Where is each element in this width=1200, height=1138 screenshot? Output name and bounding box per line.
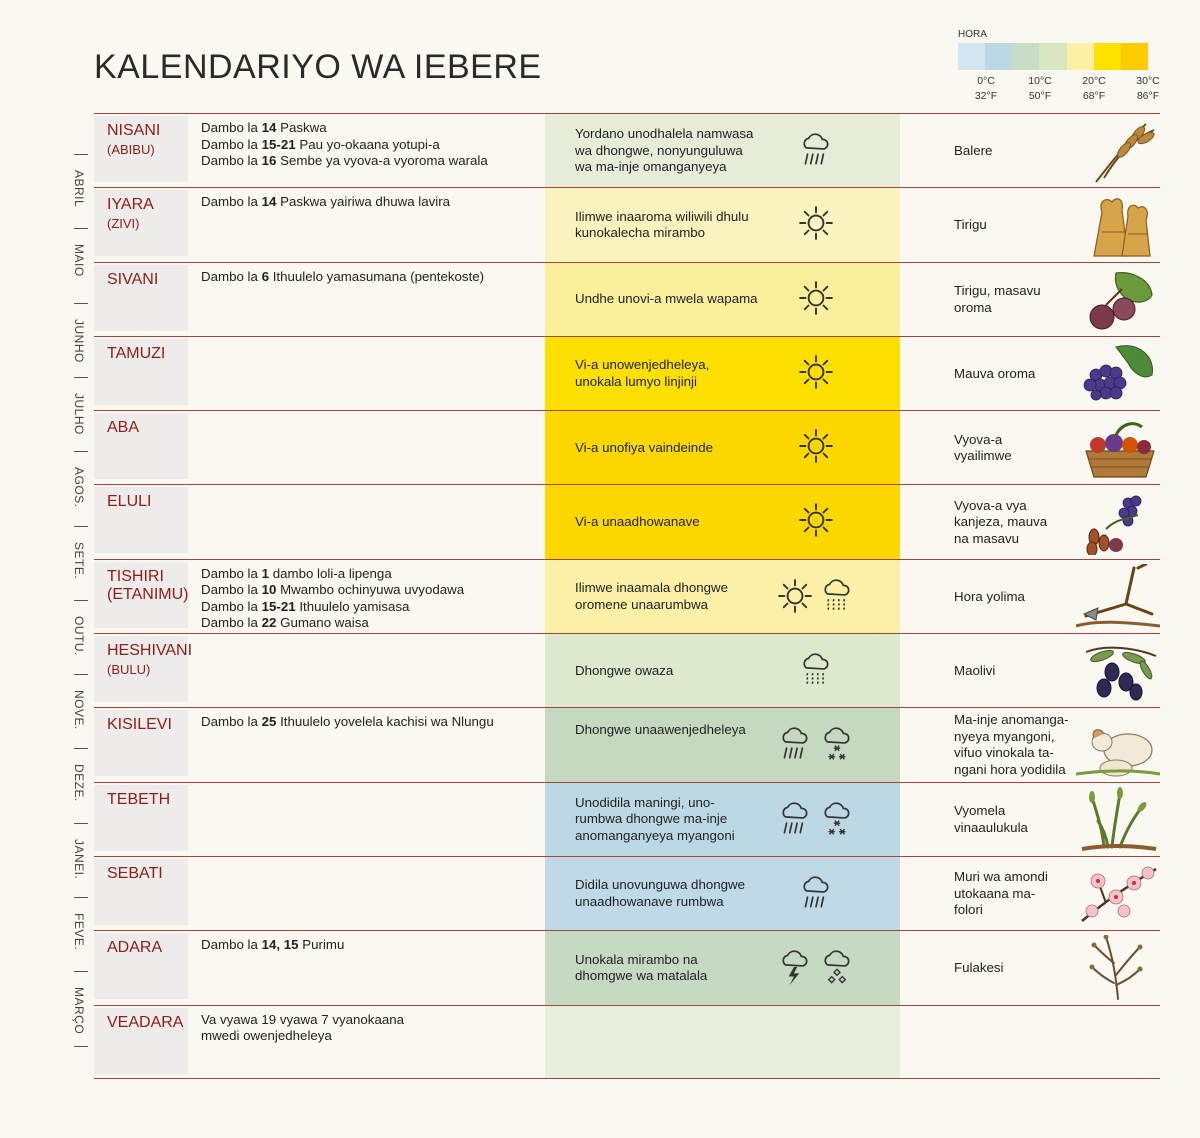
weather-description: Vi-a unowenjedheleya, unokala lumyo linjinji bbox=[575, 357, 710, 389]
weather-icons bbox=[777, 948, 855, 986]
weather-description: Unodidila maningi, uno- rumbwa dhongwe ma-inje anomanganyeya myangoni bbox=[575, 794, 735, 843]
festival-line: Dambo la 6 Ithuulelo yamasumana (pentekoste) bbox=[201, 268, 485, 284]
side-month-label: FEVE. bbox=[72, 913, 86, 951]
sun-icon bbox=[798, 205, 834, 241]
weather-description: Ilimwe inaamala dhongwe oromene unaarumbwa bbox=[575, 580, 728, 612]
hebrew-month-name: SIVANI bbox=[107, 270, 159, 288]
weather-icons bbox=[798, 205, 834, 241]
weather-description: Undhe unovi-a mwela wapama bbox=[575, 291, 758, 307]
legend-swatch bbox=[985, 43, 1012, 70]
month-divider bbox=[74, 228, 88, 229]
month-alt-name: (BULU) bbox=[107, 662, 151, 678]
page-title: KALENDARIYO WA IEBERE bbox=[94, 48, 542, 86]
weather-description: Ilimwe inaaroma wiliwili dhulu kunokalecha mirambo bbox=[575, 208, 749, 241]
festival-line: Dambo la 15-21 Ithuulelo yamisasa bbox=[201, 598, 410, 614]
side-month-label: ABRIL bbox=[72, 170, 86, 208]
almond-blossom-icon bbox=[1076, 861, 1160, 927]
month-divider bbox=[74, 600, 88, 601]
crop-description: Muri wa amondi utokaana ma- folori bbox=[954, 869, 1048, 918]
gregorian-month-strip bbox=[66, 150, 96, 1050]
legend-swatch bbox=[1039, 43, 1066, 70]
festival-line: Dambo la 25 Ithuulelo yovelela kachisi wa Nlungu bbox=[201, 714, 494, 730]
legend-tick: 10°C 50°F bbox=[1028, 75, 1052, 102]
drizzle-cloud-icon bbox=[798, 651, 834, 689]
snow-cloud-icon bbox=[819, 800, 855, 838]
calendar-row bbox=[94, 262, 1160, 336]
month-alt-name: (ZIVI) bbox=[107, 216, 140, 232]
crop-description: Ma-inje anomanga- nyeya myangoni, vifuo vinokala ta- ngani hora yodidila bbox=[954, 712, 1069, 777]
legend-swatch bbox=[1094, 43, 1121, 70]
month-divider bbox=[74, 823, 88, 824]
sun-icon bbox=[798, 428, 834, 464]
weather-description: Didila unovunguwa dhongwe unaadhowanave rumbwa bbox=[575, 877, 746, 909]
weather-description: Dhongwe unaawenjedheleya bbox=[575, 722, 746, 738]
weather-cell bbox=[545, 114, 900, 187]
sprout-icon bbox=[1076, 787, 1160, 853]
festival-list bbox=[201, 269, 541, 286]
month-cell bbox=[94, 265, 188, 331]
hebrew-month-name: SEBATI bbox=[107, 864, 163, 882]
month-divider bbox=[74, 451, 88, 452]
crop-description: Vyova-a vyailimwe bbox=[954, 431, 1012, 464]
side-month-label: SETE. bbox=[72, 541, 86, 579]
weather-description: Vi-a unofiya vaindeinde bbox=[575, 439, 713, 455]
calendar-row bbox=[94, 856, 1160, 930]
weather-icons bbox=[777, 725, 855, 763]
festival-line: Dambo la 14 Paskwa yairiwa dhuwa lavira bbox=[201, 194, 451, 210]
sun-icon bbox=[798, 280, 834, 316]
crop-description: Tirigu bbox=[954, 217, 987, 233]
weather-cell bbox=[545, 783, 900, 856]
side-month-label: AGOS. bbox=[72, 467, 86, 508]
temperature-scale bbox=[958, 43, 1148, 70]
month-cell bbox=[94, 933, 188, 999]
olives-icon bbox=[1076, 638, 1160, 704]
weather-cell bbox=[545, 931, 900, 1004]
flax-icon bbox=[1076, 935, 1160, 1001]
month-divider bbox=[74, 1046, 88, 1047]
plow-icon bbox=[1076, 564, 1160, 630]
month-alt-name: (ABIBU) bbox=[107, 142, 155, 157]
weather-description: Yordano unodhalela namwasa wa dhongwe, nonyunguluwa wa ma-inje omanganyeya bbox=[575, 126, 754, 175]
festival-line: Dambo la 10 Mwambo ochinyuwa uvyodawa bbox=[201, 582, 465, 598]
crop-description: Fulakesi bbox=[954, 960, 1004, 976]
festival-line: Dambo la 1 dambo loli-a lipenga bbox=[201, 565, 392, 581]
month-cell bbox=[94, 1008, 188, 1074]
fig-icon bbox=[1076, 267, 1160, 333]
hebrew-month-name: TISHIRI bbox=[107, 567, 164, 585]
weather-icons bbox=[798, 428, 834, 464]
legend-swatch bbox=[1012, 43, 1039, 70]
festival-line: Dambo la 15-21 Pau yo-okaana yotupi-a bbox=[201, 136, 440, 152]
hebrew-month-name: IYARA bbox=[107, 196, 154, 214]
sun-icon bbox=[798, 354, 834, 390]
calendar-row bbox=[94, 559, 1160, 633]
side-month-label: MAIO bbox=[72, 244, 86, 277]
month-cell bbox=[94, 785, 188, 851]
storm-cloud-icon bbox=[777, 948, 813, 986]
festival-line: Dambo la 14 Paskwa bbox=[201, 120, 327, 135]
weather-icons bbox=[798, 502, 834, 538]
month-divider bbox=[74, 674, 88, 675]
rain-cloud-icon bbox=[798, 874, 834, 912]
month-divider bbox=[74, 897, 88, 898]
festival-list bbox=[201, 1012, 541, 1045]
calendar-row bbox=[94, 410, 1160, 484]
hail-cloud-icon bbox=[819, 948, 855, 986]
month-cell bbox=[94, 116, 188, 182]
legend-swatch bbox=[1067, 43, 1094, 70]
weather-icons bbox=[798, 131, 834, 169]
festival-list bbox=[201, 120, 541, 170]
weather-cell bbox=[545, 857, 900, 930]
calendar-row bbox=[94, 782, 1160, 856]
festival-line: Dambo la 14, 15 Purimu bbox=[201, 937, 345, 953]
festival-line: mwedi owenjedheleya bbox=[201, 1028, 332, 1044]
calendar-row bbox=[94, 633, 1160, 707]
month-divider bbox=[74, 303, 88, 304]
hebrew-month-name: HESHIVANI bbox=[107, 642, 193, 660]
fruit-basket-icon bbox=[1076, 415, 1160, 481]
month-cell bbox=[94, 339, 188, 405]
weather-description: Vi-a unaadhowanave bbox=[575, 514, 700, 530]
side-month-label: JUNHO bbox=[72, 318, 86, 363]
weather-icons bbox=[777, 800, 855, 838]
month-divider bbox=[74, 526, 88, 527]
wheat-sheaf-icon bbox=[1076, 192, 1160, 258]
weather-cell bbox=[545, 1006, 900, 1078]
drizzle-cloud-icon bbox=[819, 577, 855, 615]
month-divider bbox=[74, 748, 88, 749]
weather-description: Dhongwe owaza bbox=[575, 662, 674, 678]
month-cell bbox=[94, 413, 188, 479]
weather-cell bbox=[545, 708, 900, 781]
crop-description: Tirigu, masavu oroma bbox=[954, 283, 1041, 315]
calendar-row bbox=[94, 930, 1160, 1004]
weather-cell bbox=[545, 411, 900, 484]
hebrew-month-name: VEADARA bbox=[107, 1013, 184, 1031]
month-cell bbox=[94, 859, 188, 925]
grapes-icon bbox=[1076, 341, 1160, 407]
hebrew-month-name: ABA bbox=[107, 419, 140, 437]
dates-grapes-icon bbox=[1076, 489, 1160, 555]
sun-icon bbox=[798, 502, 834, 538]
rain-cloud-icon bbox=[777, 800, 813, 838]
temperature-legend bbox=[958, 29, 1158, 102]
sun-icon bbox=[777, 578, 813, 614]
weather-cell bbox=[545, 560, 900, 633]
month-divider bbox=[74, 154, 88, 155]
rain-cloud-icon bbox=[798, 131, 834, 169]
month-cell bbox=[94, 190, 188, 256]
calendar-row bbox=[94, 484, 1160, 558]
calendar-row bbox=[94, 187, 1160, 261]
hebrew-month-name: TEBETH bbox=[107, 790, 171, 808]
month-cell bbox=[94, 487, 188, 553]
festival-line: Dambo la 22 Gumano waisa bbox=[201, 615, 369, 631]
festival-list bbox=[201, 194, 541, 211]
weather-description: Unokala mirambo na dhomgwe wa matalala bbox=[575, 951, 708, 984]
legend-tick: 0°C 32°F bbox=[974, 75, 998, 102]
hebrew-month-name: ELULI bbox=[107, 493, 152, 511]
temperature-ticks bbox=[958, 70, 1158, 102]
month-alt-name: (ETANIMU) bbox=[107, 585, 189, 603]
festival-line: Va vyawa 19 vyawa 7 vyanokaana bbox=[201, 1011, 405, 1027]
barley-icon bbox=[1076, 118, 1160, 184]
side-month-label: MARÇO bbox=[72, 987, 86, 1035]
snow-cloud-icon bbox=[819, 725, 855, 763]
month-cell bbox=[94, 562, 188, 628]
rain-cloud-icon bbox=[777, 725, 813, 763]
festival-list bbox=[201, 937, 541, 954]
crop-description: Vyova-a vya kanjeza, mauva na masavu bbox=[954, 497, 1048, 546]
legend-tick: 30°C 86°F bbox=[1136, 75, 1160, 102]
calendar-row bbox=[94, 336, 1160, 410]
side-month-label: JANEI. bbox=[72, 838, 86, 880]
legend-label: HORA bbox=[958, 29, 987, 40]
calendar-row bbox=[94, 113, 1160, 187]
weather-cell bbox=[545, 263, 900, 336]
legend-swatch bbox=[1121, 43, 1148, 70]
hebrew-month-name: TAMUZI bbox=[107, 344, 166, 362]
crop-description: Maolivi bbox=[954, 662, 996, 678]
month-divider bbox=[74, 971, 88, 972]
legend-tick: 20°C 68°F bbox=[1082, 75, 1106, 102]
crop-description: Balere bbox=[954, 142, 993, 158]
crop-description: Hora yolima bbox=[954, 588, 1025, 604]
festival-list bbox=[201, 566, 541, 632]
calendar-table bbox=[94, 113, 1160, 1079]
weather-icons bbox=[798, 874, 834, 912]
month-divider bbox=[74, 377, 88, 378]
hebrew-month-name: KISILEVI bbox=[107, 716, 172, 734]
hebrew-month-name: ADARA bbox=[107, 939, 163, 957]
legend-swatch bbox=[958, 43, 985, 70]
hebrew-month-name: NISANI bbox=[107, 122, 161, 139]
calendar-row bbox=[94, 1005, 1160, 1079]
weather-cell bbox=[545, 337, 900, 410]
side-month-label: JULHO bbox=[72, 392, 86, 435]
weather-cell bbox=[545, 188, 900, 261]
side-month-label: OUTU. bbox=[72, 615, 86, 656]
weather-icons bbox=[777, 577, 855, 615]
crop-description: Mauva oroma bbox=[954, 365, 1036, 381]
festival-line: Dambo la 16 Sembe ya vyova-a vyoroma warala bbox=[201, 153, 488, 168]
weather-cell bbox=[545, 485, 900, 558]
sheep-icon bbox=[1076, 712, 1160, 778]
calendar-row bbox=[94, 707, 1160, 781]
crop-description: Vyomela vinaaulukula bbox=[954, 803, 1028, 835]
weather-icons bbox=[798, 651, 834, 689]
month-cell bbox=[94, 636, 193, 702]
weather-icons bbox=[798, 354, 834, 390]
side-month-label: NOVE. bbox=[72, 690, 86, 730]
weather-cell bbox=[545, 634, 900, 707]
side-month-label: DEZE. bbox=[72, 764, 86, 803]
weather-icons bbox=[798, 280, 834, 316]
festival-list bbox=[201, 714, 541, 731]
month-cell bbox=[94, 710, 188, 776]
